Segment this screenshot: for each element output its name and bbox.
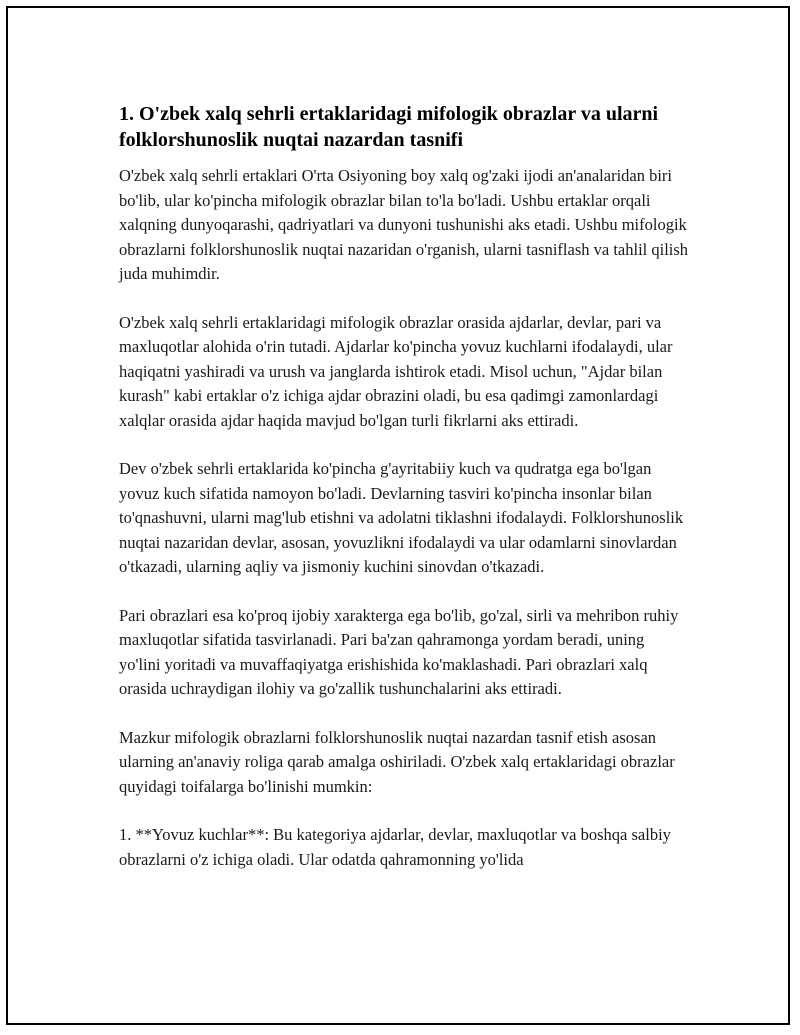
document-title: 1. O'zbek xalq sehrli ertaklaridagi mifologik obrazlar va ularni folklorshunoslik nuqtai nazardan tasnifi	[119, 103, 659, 151]
list-item-evil-forces: 1. **Yovuz kuchlar**: Bu kategoriya ajdarlar, devlar, maxluqotlar va boshqa salbiy obrazlarni o'z ichiga oladi. Ular odatda qahramonning yo'lida	[119, 825, 671, 869]
paragraph-classification: Mazkur mifologik obrazlarni folklorshunoslik nuqtai nazardan tasnif etish asosan ularning an'anaviy roliga qarab amalga oshiriladi. O'zbek xalq ertaklaridagi obrazlar quyidagi toifalarga bo'linishi mumkin:	[119, 727, 675, 796]
paragraph-ajdar: O'zbek xalq sehrli ertaklaridagi mifologik obrazlar orasida ajdarlar, devlar, pari va maxluqotlar alohida o'rin tutadi. Ajdarlar ko'pincha yovuz kuchlarni ifodalaydi, ular haqiqatni yashiradi va urush va janglarda ishtirok etadi. Misol uchun, "Ajdar bilan kurash" kabi ertaklar o'z ichiga ajdar obrazini oladi, bu esa qadimgi zamonlardagi xalqlar orasida ajdar haqida mavjud bo'lgan turli fikrlarni aks ettiradi.	[119, 312, 673, 430]
paragraph-pari: Pari obrazlari esa ko'proq ijobiy xarakterga ega bo'lib, go'zal, sirli va mehribon ruhiy maxluqotlar sifatida tasvirlanadi. Pari ba'zan qahramonga yordam beradi, uning yo'lini yoritadi va muvaffaqiyatga erishishida ko'maklashadi. Pari obrazlari xalq orasida uchraydigan ilohiy va go'zallik tushunchalarini aks ettiradi.	[119, 605, 679, 698]
document-body	[119, 101, 689, 896]
paragraph-dev: Dev o'zbek sehrli ertaklarida ko'pincha g'ayritabiiy kuch va qudratga ega bo'lgan yovuz kuch sifatida namoyon bo'ladi. Devlarning tasviri ko'pincha insonlar bilan to'qnashuvni, ularni mag'lub etishni va adolatni tiklashni ifodalaydi. Folklorshunoslik nuqtai nazaridan devlar, asosan, yovuzlikni ifodalaydi va ular odamlarni sinovlardan o'tkazadi, ularning aqliy va jismoniy kuchini sinovdan o'tkazadi.	[119, 459, 684, 576]
paragraph-intro: O'zbek xalq sehrli ertaklari O'rta Osiyoning boy xalq og'zaki ijodi an'analaridan biri bo'lib, ular ko'pincha mifologik obrazlar bilan to'la bo'ladi. Ushbu ertaklar orqali xalqning dunyoqarashi, qadriyatlari va dunyoni tushunishi aks etadi. Ushbu mifologik obrazlarni folklorshunoslik nuqtai nazaridan o'rganish, ularni tasniflash va tahlil qilish juda muhimdir.	[119, 166, 689, 283]
document-page	[6, 6, 790, 1025]
